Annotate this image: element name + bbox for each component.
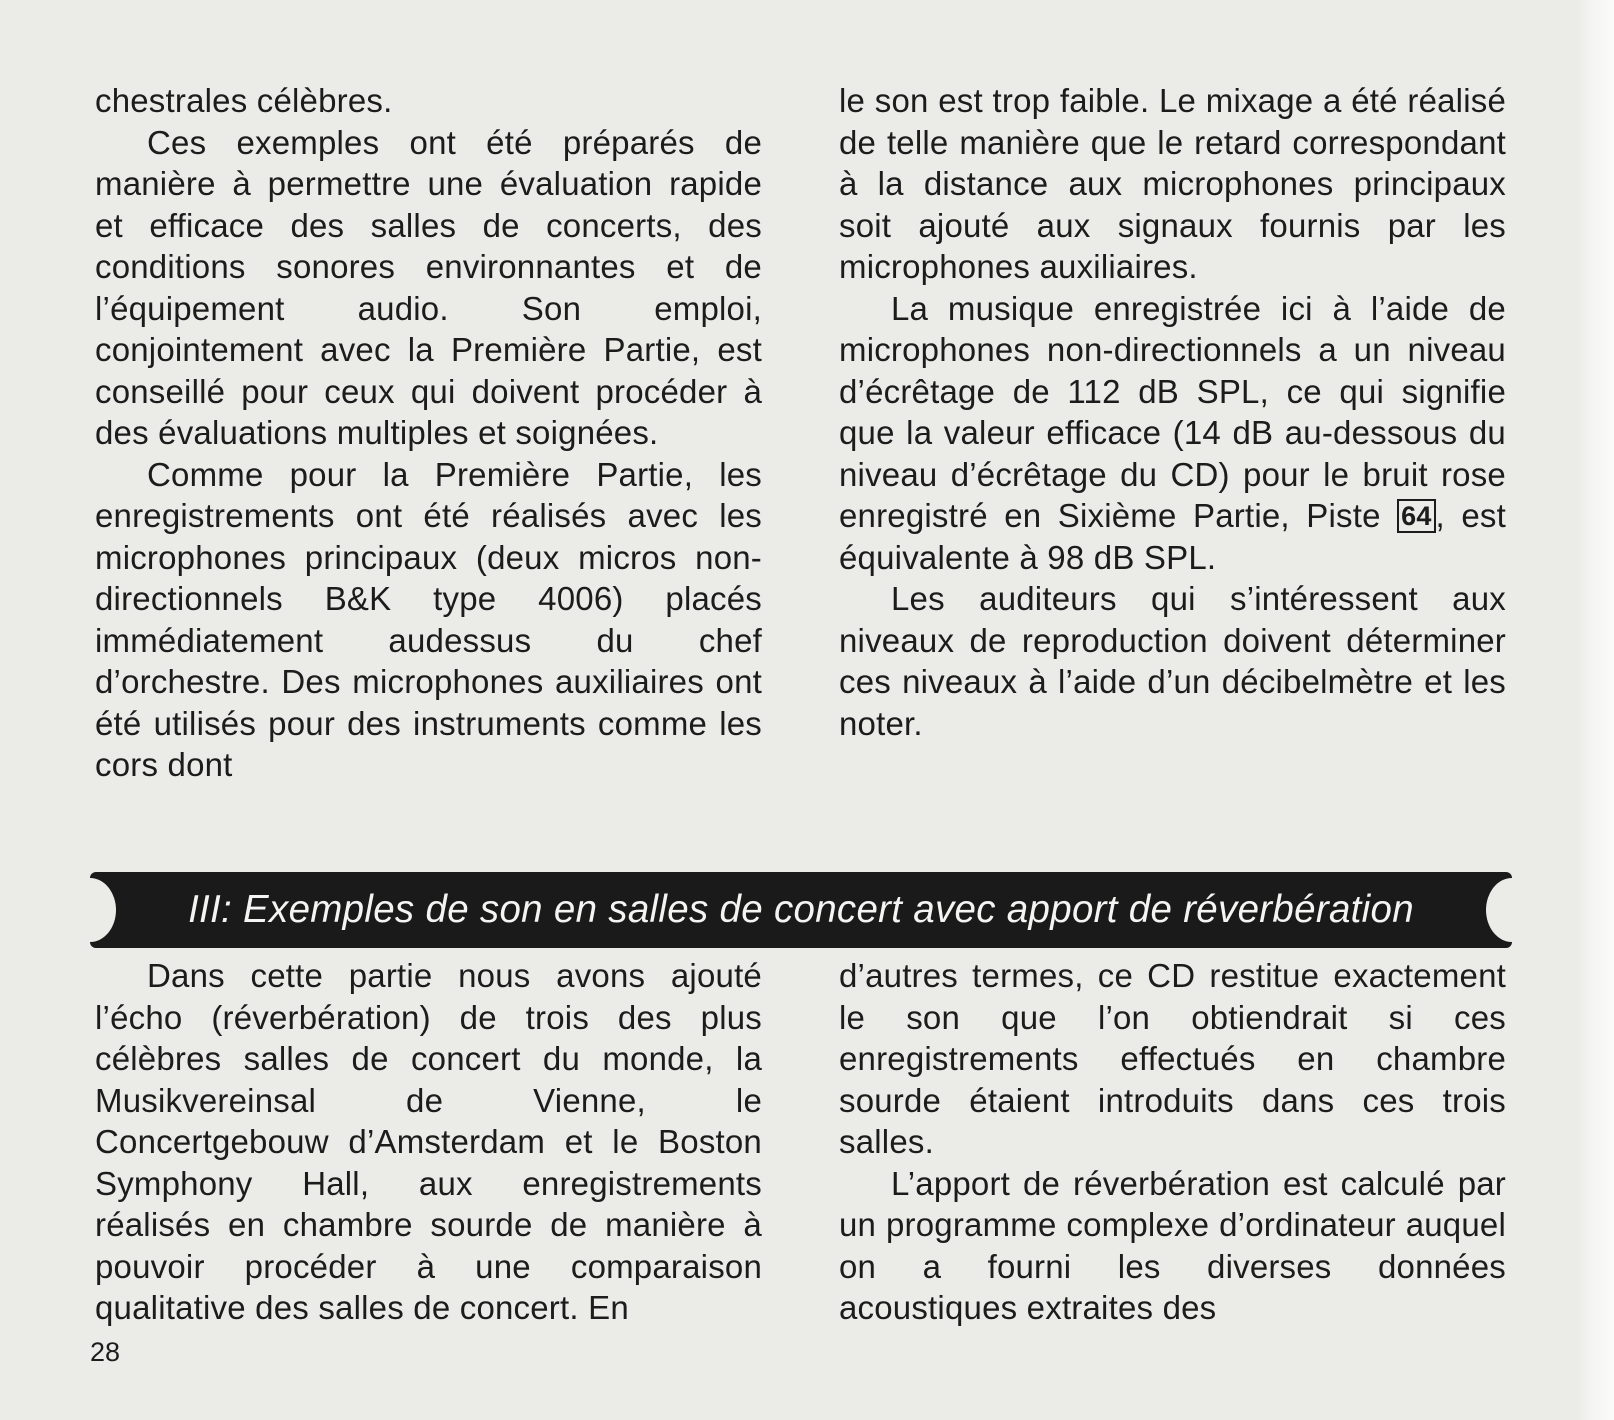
paragraph-reproduction-levels: Les auditeurs qui s’intéressent aux niveaux de reproduction doivent déterminer ces niveaux à l’aide d’un décibelmètre et les noter. — [839, 580, 1506, 742]
paragraph-continued: chestrales célèbres. — [95, 82, 393, 119]
paragraph-reverberation-calculation: L’apport de réverbération est calculé par un programme complexe d’ordinateur auquel on a fourni les diverses données acoustiques extraites des — [839, 1164, 1506, 1326]
paragraph-recording-setup: Comme pour la Première Partie, les enregistrements ont été réalisés avec les microphones principaux (deux micros non-directionnels B&K type 4006) placés immédiatement audessus du chef d’orchestre. Des microphones auxiliaires ont été utilisés pour des instruments comme les cors dont — [95, 455, 762, 783]
level-text-before-track: La musique enregistrée ici à l’aide de microphones non-directionnels a un niveau d’écrêtage de 112 dB SPL, ce qui signifie que la valeur efficace (14 dB au-dessous du niveau d’écrêtage du CD) pour le bruit rose enregistré en Sixième Partie, Piste — [839, 289, 1506, 534]
track-number-badge: 64 — [1397, 499, 1435, 533]
page-edge-shadow — [1578, 0, 1614, 1420]
paragraph-reverberation-intro: Dans cette partie nous avons ajouté l’écho (réverbération) de trois des plus célèbres salles de concert du monde, la Musikvereinsal de Vienne, le Concertgebouw d’Amsterdam et le Boston Symphony Hall, aux enregistrements réalisés en chambre sourde de manière à pouvoir procéder à une comparaison qualitative des salles de concert. En — [95, 957, 762, 1326]
paragraph-cd-restitution: d’autres termes, ce CD restitue exactement le son que l’on obtiendrait si ces enregistrements effectués en chambre sourde étaient introduits dans ces trois salles. — [839, 957, 1506, 1160]
top-left-column — [95, 80, 762, 786]
page-number: 28 — [90, 1337, 121, 1367]
paragraph-recording-level — [839, 288, 1506, 579]
bottom-left-column — [95, 955, 762, 1329]
paragraph-examples-purpose: Ces exemples ont été préparés de manière à permettre une évaluation rapide et efficace des salles de concerts, des conditions sonores environnantes et de l’équipement audio. Son emploi, conjointement avec la Première Partie, est conseillé pour ceux qui doivent procéder à des évaluations multiples et soignées. — [95, 123, 762, 451]
top-right-column — [839, 80, 1506, 744]
bottom-right-column — [839, 955, 1506, 1329]
section-title: III: Exemples de son en salles de concert avec apport de réverbération — [188, 888, 1414, 931]
level-text-after-track: , est équivalente à 98 dB SPL. — [839, 497, 1507, 576]
paragraph-mixing: le son est trop faible. Le mixage a été réalisé de telle manière que le retard correspondant à la distance aux microphones principaux soit ajouté aux signaux fournis par les microphones auxiliaires. — [839, 82, 1506, 285]
section-heading-banner — [90, 872, 1512, 948]
